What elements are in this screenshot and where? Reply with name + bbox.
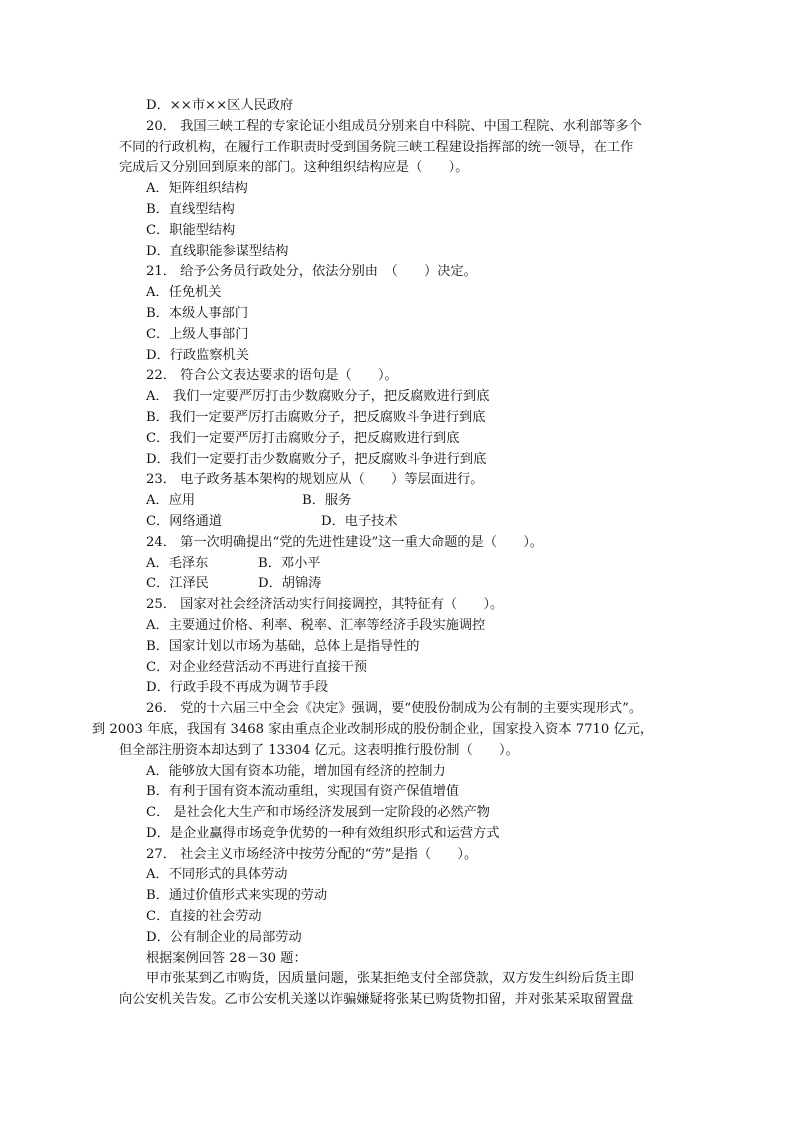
- question-25-option-a: A．主要通过价格、利率、税率、汇率等经济手段实施调控: [146, 617, 486, 633]
- question-23-option-c: C．网络通道: [146, 513, 223, 529]
- question-24-option-c: C．江泽民: [146, 576, 209, 592]
- question-26-option-b: B．有利于国有资本流动重组，实现国有资产保值增值: [146, 784, 460, 800]
- option-d-prev: D．××市××区人民政府: [146, 98, 294, 113]
- question-23-options-row-2: [119, 512, 697, 533]
- question-21-option-c: C．上级人事部门: [146, 326, 249, 342]
- question-22-option-c: C．我们一定要严厉打击腐败分子，把反腐败进行到底: [146, 430, 460, 446]
- question-21-option-a: A．任免机关: [146, 285, 222, 301]
- question-21-option-d: D．行政监察机关: [146, 347, 249, 363]
- question-20-line-1: 20． 我国三峡工程的专家论证小组成员分别来自中科院、中国工程院、水利部等多个: [146, 118, 642, 134]
- question-20-option-b: B．直线型结构: [146, 201, 235, 217]
- case-text-line-1: 甲市张某到乙市购货，因质量问题，张某拒绝支付全部贷款，双方发生纠纷后货主即: [146, 971, 634, 987]
- question-22-option-a: A． 我们一定要严厉打击少数腐败分子，把反腐败进行到底: [146, 389, 490, 405]
- question-23-option-a: A．应用: [146, 493, 196, 509]
- question-26-option-c: C． 是社会化大生产和市场经济发展到一定阶段的必然产物: [146, 805, 490, 821]
- question-27-option-c: C．直接的社会劳动: [146, 909, 262, 925]
- case-heading: 根据案例回答 28－30 题：: [146, 950, 307, 966]
- question-20-line-3: 完成后又分别回到原来的部门。这种组织结构应是（ ）。: [119, 160, 469, 176]
- question-20-option-c: C．职能型结构: [146, 222, 236, 238]
- question-23: 23． 电子政务基本架构的规划应从（ ）等层面进行。: [146, 472, 484, 488]
- question-22-option-d: D．我们一定要打击少数腐败分子，把反腐败斗争进行到底: [146, 451, 487, 467]
- question-27-option-d: D．公有制企业的局部劳动: [146, 929, 302, 945]
- question-26-line-2: 到 2003 年底，我国有 3468 家由重点企业改制形成的股份制企业，国家投入资本 7710 亿元，: [92, 721, 654, 737]
- question-26-line-1: 26． 党的十六届三中全会《决定》强调，要“使股份制成为公有制的主要实现形式”。: [146, 701, 643, 717]
- question-25: 25． 国家对社会经济活动实行间接调控，其特征有（ ）。: [146, 597, 504, 613]
- question-23-options-row-1: [119, 491, 697, 512]
- question-24-option-b: B．邓小平: [258, 555, 321, 571]
- question-25-option-c: C．对企业经营活动不再进行直接干预: [146, 659, 368, 675]
- case-text-line-2: 向公安机关告发。乙市公安机关遂以诈骗嫌疑将张某已购货物扣留，并对张某采取留置盘: [119, 992, 634, 1008]
- question-24-options-row-1: [119, 554, 697, 575]
- question-26-option-d: D．是企业赢得市场竞争优势的一种有效组织形式和运营方式: [146, 825, 500, 841]
- document-body: [92, 96, 697, 1011]
- question-21: 21． 给予公务员行政处分，依法分别由 （ ）决定。: [146, 264, 477, 280]
- question-27-option-b: B．通过价值形式来实现的劳动: [146, 888, 328, 904]
- question-23-option-b: B．服务: [302, 493, 352, 509]
- question-26-option-a: A．能够放大国有资本功能，增加国有经济的控制力: [146, 763, 446, 779]
- question-24: 24． 第一次明确提出“党的先进性建设”这一重大命题的是（ ）。: [146, 534, 544, 550]
- question-23-option-d: D．电子技术: [321, 513, 398, 529]
- question-21-option-b: B．本级人事部门: [146, 305, 249, 321]
- question-22-option-b: B．我们一定要严厉打击腐败分子，把反腐败斗争进行到底: [146, 409, 486, 425]
- question-27-option-a: A．不同形式的具体劳动: [146, 867, 288, 883]
- question-20-option-d: D．直线职能参谋型结构: [146, 243, 289, 259]
- question-20-line-2: 不同的行政机构，在履行工作职责时受到国务院三峡工程建设指挥部的统一领导，在工作: [119, 139, 634, 155]
- question-20-option-a: A．矩阵组织结构: [146, 181, 248, 197]
- question-22: 22． 符合公文表达要求的语句是（ ）。: [146, 368, 398, 384]
- question-26-line-3: 但全部注册资本却达到了 13304 亿元。这表明推行股份制（ ）。: [119, 742, 519, 758]
- question-24-option-d: D．胡锦涛: [258, 576, 322, 592]
- question-27: 27． 社会主义市场经济中按劳分配的“劳”是指（ ）。: [146, 846, 478, 862]
- question-24-options-row-2: [119, 574, 697, 595]
- question-24-option-a: A．毛泽东: [146, 555, 209, 571]
- question-25-option-d: D．行政手段不再成为调节手段: [146, 680, 329, 696]
- question-25-option-b: B．国家计划以市场为基础，总体上是指导性的: [146, 638, 420, 654]
